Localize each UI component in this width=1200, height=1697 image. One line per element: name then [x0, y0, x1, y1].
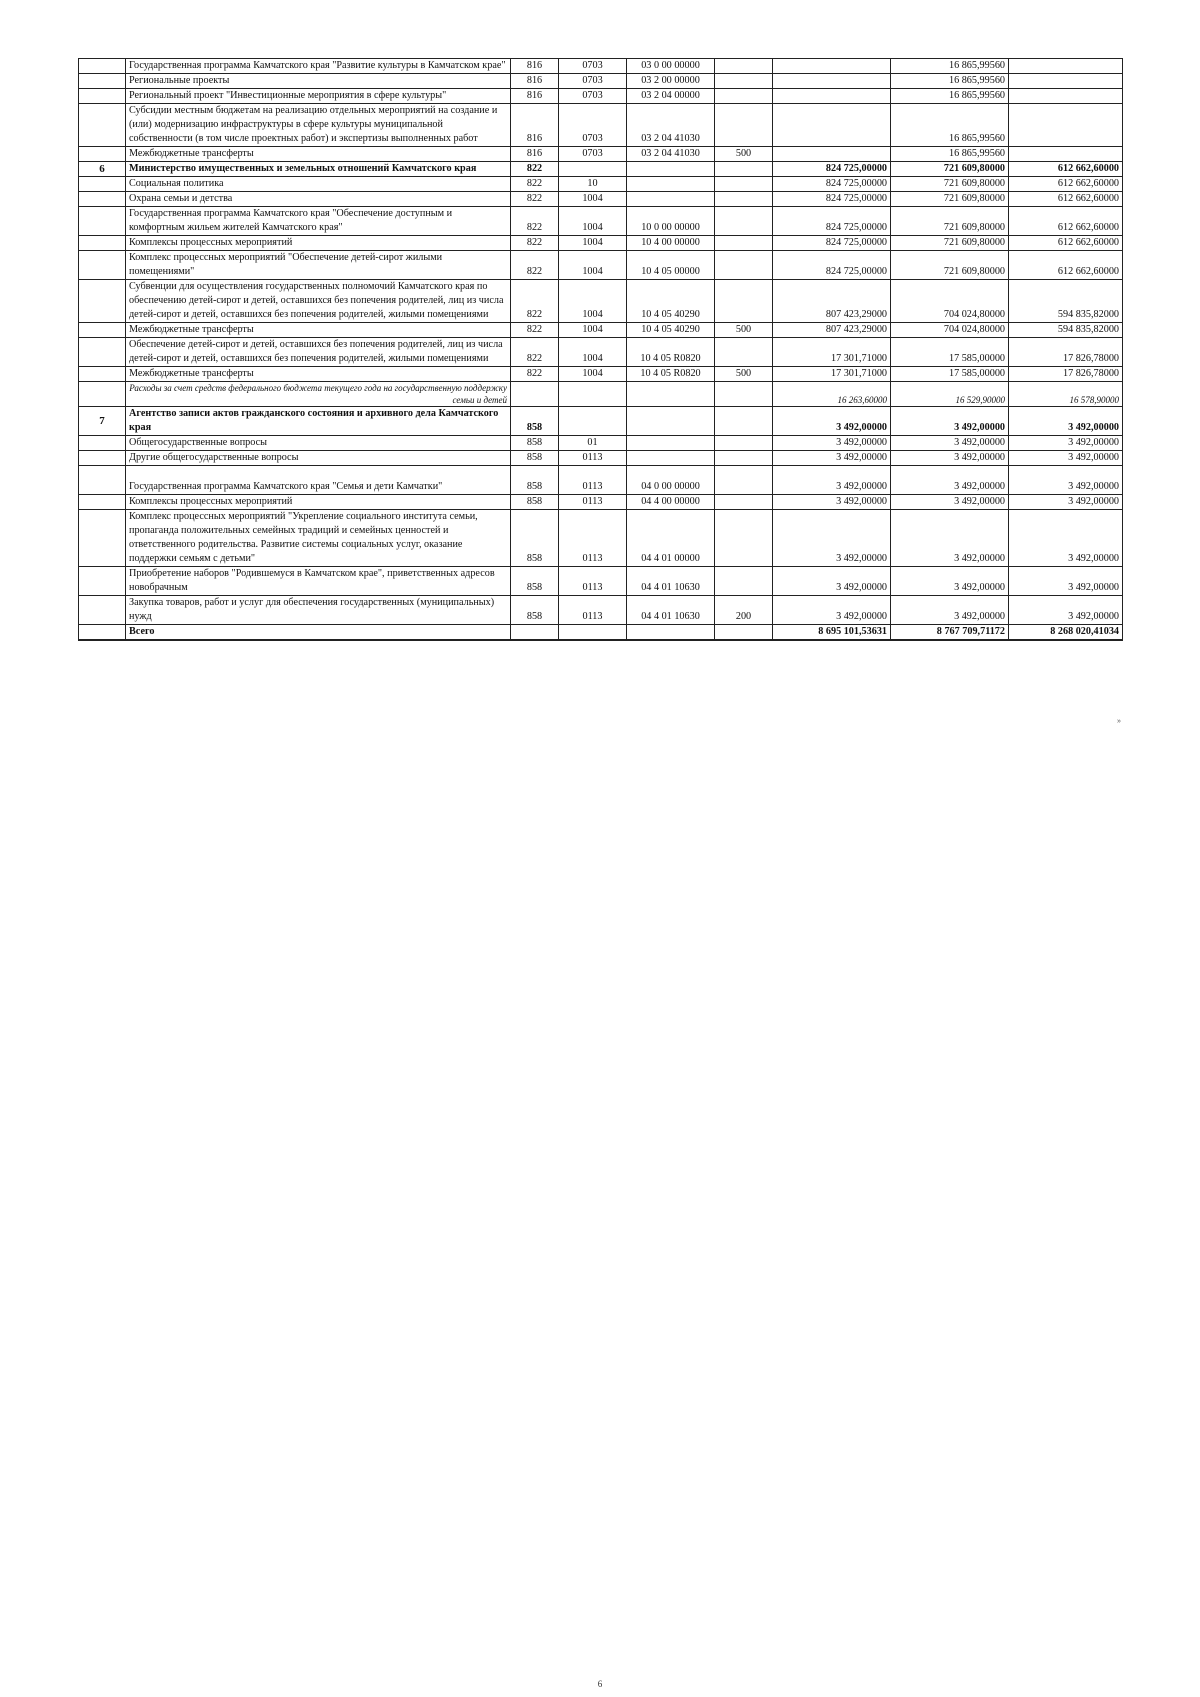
row-amount-year3-cell: 8 268 020,41034 — [1009, 625, 1123, 641]
row-amount-year1-cell: 3 492,00000 — [773, 567, 891, 596]
row-name-cell: Субвенции для осуществления государственных полномочий Камчатского края по обеспечению детей-сирот и детей, оставшихся без попечения родителей, лиц из числа детей-сирот и детей, оставшихся без попечения родителей, жилыми помещениями — [126, 280, 511, 323]
row-target-article-cell: 04 4 01 10630 — [627, 567, 715, 596]
row-expense-type-cell — [715, 280, 773, 323]
row-ministry-code-cell: 822 — [511, 338, 559, 367]
row-target-article-cell: 10 4 05 R0820 — [627, 367, 715, 382]
row-expense-type-cell — [715, 207, 773, 236]
row-amount-year3-cell: 3 492,00000 — [1009, 407, 1123, 436]
row-name-cell: Социальная политика — [126, 177, 511, 192]
row-name-cell: Охрана семьи и детства — [126, 192, 511, 207]
row-expense-type-cell — [715, 436, 773, 451]
row-amount-year1-cell: 3 492,00000 — [773, 407, 891, 436]
row-amount-year2-cell: 3 492,00000 — [891, 466, 1009, 495]
row-target-article-cell: 10 0 00 00000 — [627, 207, 715, 236]
row-target-article-cell: 10 4 05 40290 — [627, 280, 715, 323]
row-expense-type-cell — [715, 567, 773, 596]
row-amount-year1-cell: 824 725,00000 — [773, 251, 891, 280]
row-amount-year1-cell: 3 492,00000 — [773, 466, 891, 495]
row-amount-year3-cell — [1009, 74, 1123, 89]
row-amount-year1-cell — [773, 89, 891, 104]
row-section-code-cell: 0113 — [559, 567, 627, 596]
row-expense-type-cell — [715, 495, 773, 510]
table-row — [79, 59, 1123, 74]
row-name-cell: Расходы за счет средств федерального бюджета текущего года на государственную поддержку семьи и детей — [126, 382, 511, 407]
row-name-cell: Комплексы процессных мероприятий — [126, 495, 511, 510]
row-amount-year1-cell: 3 492,00000 — [773, 451, 891, 466]
row-ministry-code-cell — [511, 382, 559, 407]
row-ministry-code-cell: 816 — [511, 89, 559, 104]
row-ministry-code-cell: 822 — [511, 367, 559, 382]
row-number-cell — [79, 147, 126, 162]
table-row — [79, 207, 1123, 236]
row-number-cell — [79, 466, 126, 495]
row-amount-year2-cell: 704 024,80000 — [891, 280, 1009, 323]
row-target-article-cell: 04 4 01 00000 — [627, 510, 715, 567]
table-row — [79, 177, 1123, 192]
row-name-cell: Общегосударственные вопросы — [126, 436, 511, 451]
row-amount-year3-cell: 612 662,60000 — [1009, 236, 1123, 251]
row-number-cell — [79, 596, 126, 625]
row-amount-year2-cell: 3 492,00000 — [891, 495, 1009, 510]
row-amount-year1-cell: 16 263,60000 — [773, 382, 891, 407]
row-target-article-cell — [627, 451, 715, 466]
row-amount-year3-cell — [1009, 104, 1123, 147]
table-row — [79, 280, 1123, 323]
row-target-article-cell: 10 4 05 40290 — [627, 323, 715, 338]
row-name-cell: Субсидии местным бюджетам на реализацию отдельных мероприятий на создание и (или) модернизацию инфраструктуры в сфере культуры муниципальной собственности (в том числе проектных работ) и экспертизы выполненных работ — [126, 104, 511, 147]
row-number-cell — [79, 74, 126, 89]
table-row — [79, 104, 1123, 147]
row-target-article-cell — [627, 382, 715, 407]
row-ministry-code-cell: 822 — [511, 280, 559, 323]
row-target-article-cell: 03 2 04 00000 — [627, 89, 715, 104]
row-amount-year1-cell — [773, 74, 891, 89]
row-target-article-cell: 04 4 00 00000 — [627, 495, 715, 510]
row-number-cell — [79, 280, 126, 323]
row-amount-year2-cell: 721 609,80000 — [891, 251, 1009, 280]
row-amount-year2-cell: 721 609,80000 — [891, 162, 1009, 177]
row-section-code-cell — [559, 625, 627, 641]
row-ministry-code-cell: 858 — [511, 567, 559, 596]
row-amount-year3-cell: 594 835,82000 — [1009, 323, 1123, 338]
row-target-article-cell: 10 4 05 R0820 — [627, 338, 715, 367]
row-name-cell: Другие общегосударственные вопросы — [126, 451, 511, 466]
row-amount-year3-cell: 612 662,60000 — [1009, 162, 1123, 177]
row-name-cell: Комплексы процессных мероприятий — [126, 236, 511, 251]
row-section-code-cell: 1004 — [559, 323, 627, 338]
row-name-cell: Государственная программа Камчатского края "Обеспечение доступным и комфортным жильем жителей Камчатского края" — [126, 207, 511, 236]
table-row — [79, 567, 1123, 596]
row-section-code-cell: 0703 — [559, 147, 627, 162]
row-section-code-cell: 10 — [559, 177, 627, 192]
row-section-code-cell: 1004 — [559, 207, 627, 236]
table-body — [79, 59, 1123, 641]
row-expense-type-cell — [715, 236, 773, 251]
row-amount-year2-cell: 721 609,80000 — [891, 207, 1009, 236]
row-section-code-cell: 0113 — [559, 596, 627, 625]
row-amount-year3-cell: 3 492,00000 — [1009, 451, 1123, 466]
row-amount-year2-cell: 16 865,99560 — [891, 74, 1009, 89]
table-row — [79, 367, 1123, 382]
row-name-cell: Межбюджетные трансферты — [126, 147, 511, 162]
row-section-code-cell: 1004 — [559, 192, 627, 207]
row-ministry-code-cell: 858 — [511, 596, 559, 625]
row-target-article-cell: 04 4 01 10630 — [627, 596, 715, 625]
row-amount-year2-cell: 3 492,00000 — [891, 407, 1009, 436]
row-amount-year2-cell: 704 024,80000 — [891, 323, 1009, 338]
row-ministry-code-cell: 822 — [511, 192, 559, 207]
row-expense-type-cell — [715, 338, 773, 367]
row-expense-type-cell — [715, 192, 773, 207]
row-amount-year3-cell — [1009, 59, 1123, 74]
row-ministry-code-cell: 822 — [511, 177, 559, 192]
row-name-cell: Обеспечение детей-сирот и детей, оставшихся без попечения родителей, лиц из числа детей-сирот и детей, оставшихся без попечения родителей, жилыми помещениями — [126, 338, 511, 367]
row-expense-type-cell — [715, 251, 773, 280]
row-amount-year2-cell: 3 492,00000 — [891, 596, 1009, 625]
row-section-code-cell — [559, 407, 627, 436]
table-row — [79, 147, 1123, 162]
row-ministry-code-cell: 816 — [511, 59, 559, 74]
row-ministry-code-cell: 858 — [511, 495, 559, 510]
row-amount-year1-cell — [773, 59, 891, 74]
row-amount-year3-cell: 612 662,60000 — [1009, 177, 1123, 192]
row-ministry-code-cell: 822 — [511, 236, 559, 251]
row-target-article-cell: 03 2 04 41030 — [627, 147, 715, 162]
row-expense-type-cell — [715, 177, 773, 192]
row-amount-year1-cell: 824 725,00000 — [773, 236, 891, 251]
row-amount-year2-cell: 17 585,00000 — [891, 367, 1009, 382]
row-number-cell — [79, 207, 126, 236]
row-number-cell — [79, 192, 126, 207]
row-amount-year3-cell: 3 492,00000 — [1009, 596, 1123, 625]
table-row — [79, 74, 1123, 89]
row-expense-type-cell: 500 — [715, 323, 773, 338]
row-amount-year1-cell: 824 725,00000 — [773, 192, 891, 207]
row-name-cell: Комплекс процессных мероприятий "Укрепление социального института семьи, пропаганда положительных семейных традиций и семейных ценностей и ответственного родительства. Развитие системы социальных услуг, оказание поддержки семьям с детьми" — [126, 510, 511, 567]
row-number-cell — [79, 451, 126, 466]
table-row — [79, 495, 1123, 510]
table-row — [79, 382, 1123, 407]
row-expense-type-cell — [715, 382, 773, 407]
row-target-article-cell: 10 4 00 00000 — [627, 236, 715, 251]
row-number-cell — [79, 59, 126, 74]
row-target-article-cell — [627, 162, 715, 177]
row-expense-type-cell — [715, 89, 773, 104]
row-ministry-code-cell: 858 — [511, 510, 559, 567]
table-row — [79, 323, 1123, 338]
row-section-code-cell: 1004 — [559, 280, 627, 323]
row-name-cell: Региональный проект "Инвестиционные мероприятия в сфере культуры" — [126, 89, 511, 104]
row-name-cell: Агентство записи актов гражданского состояния и архивного дела Камчатского края — [126, 407, 511, 436]
table-row — [79, 436, 1123, 451]
row-section-code-cell: 1004 — [559, 236, 627, 251]
row-amount-year2-cell: 16 865,99560 — [891, 59, 1009, 74]
row-expense-type-cell — [715, 466, 773, 495]
row-amount-year1-cell: 3 492,00000 — [773, 596, 891, 625]
row-amount-year3-cell — [1009, 147, 1123, 162]
table-row — [79, 596, 1123, 625]
row-expense-type-cell: 500 — [715, 147, 773, 162]
row-amount-year1-cell: 824 725,00000 — [773, 207, 891, 236]
row-amount-year2-cell: 16 865,99560 — [891, 147, 1009, 162]
row-name-cell: Государственная программа Камчатского края "Развитие культуры в Камчатском крае" — [126, 59, 511, 74]
row-amount-year3-cell: 17 826,78000 — [1009, 367, 1123, 382]
row-name-cell: Министерство имущественных и земельных отношений Камчатского края — [126, 162, 511, 177]
row-target-article-cell: 03 2 00 00000 — [627, 74, 715, 89]
row-number-cell — [79, 89, 126, 104]
row-section-code-cell — [559, 382, 627, 407]
row-expense-type-cell — [715, 104, 773, 147]
row-amount-year3-cell: 17 826,78000 — [1009, 338, 1123, 367]
row-section-code-cell: 0113 — [559, 495, 627, 510]
row-amount-year3-cell: 612 662,60000 — [1009, 207, 1123, 236]
budget-table — [78, 58, 1123, 641]
row-expense-type-cell — [715, 162, 773, 177]
row-expense-type-cell — [715, 510, 773, 567]
row-number-cell — [79, 625, 126, 641]
row-amount-year2-cell: 3 492,00000 — [891, 510, 1009, 567]
row-name-cell: Приобретение наборов "Родившемуся в Камчатском крае", приветственных адресов новобрачным — [126, 567, 511, 596]
row-section-code-cell: 0703 — [559, 74, 627, 89]
row-amount-year3-cell: 612 662,60000 — [1009, 192, 1123, 207]
row-number-cell — [79, 236, 126, 251]
row-expense-type-cell — [715, 407, 773, 436]
table-row — [79, 162, 1123, 177]
row-amount-year2-cell: 721 609,80000 — [891, 177, 1009, 192]
row-ministry-code-cell: 822 — [511, 251, 559, 280]
row-amount-year1-cell — [773, 147, 891, 162]
row-expense-type-cell — [715, 59, 773, 74]
row-amount-year1-cell: 3 492,00000 — [773, 510, 891, 567]
row-ministry-code-cell: 816 — [511, 104, 559, 147]
row-number-cell — [79, 510, 126, 567]
row-amount-year1-cell: 807 423,29000 — [773, 280, 891, 323]
row-amount-year2-cell: 3 492,00000 — [891, 451, 1009, 466]
row-expense-type-cell — [715, 451, 773, 466]
row-amount-year1-cell: 17 301,71000 — [773, 338, 891, 367]
row-expense-type-cell: 500 — [715, 367, 773, 382]
row-name-cell: Региональные проекты — [126, 74, 511, 89]
row-ministry-code-cell: 858 — [511, 407, 559, 436]
row-amount-year3-cell: 594 835,82000 — [1009, 280, 1123, 323]
row-ministry-code-cell: 822 — [511, 162, 559, 177]
row-section-code-cell: 01 — [559, 436, 627, 451]
row-expense-type-cell: 200 — [715, 596, 773, 625]
row-amount-year3-cell: 3 492,00000 — [1009, 567, 1123, 596]
row-amount-year1-cell — [773, 104, 891, 147]
table-row — [79, 89, 1123, 104]
row-section-code-cell: 0113 — [559, 451, 627, 466]
table-row — [79, 192, 1123, 207]
row-number-cell — [79, 338, 126, 367]
row-number-cell — [79, 567, 126, 596]
row-ministry-code-cell: 822 — [511, 323, 559, 338]
row-amount-year1-cell: 807 423,29000 — [773, 323, 891, 338]
row-ministry-code-cell: 858 — [511, 466, 559, 495]
row-ministry-code-cell: 816 — [511, 147, 559, 162]
row-section-code-cell: 0113 — [559, 466, 627, 495]
row-expense-type-cell — [715, 74, 773, 89]
row-name-cell: Государственная программа Камчатского края "Семья и дети Камчатки" — [126, 466, 511, 495]
table-row — [79, 251, 1123, 280]
row-amount-year2-cell: 16 865,99560 — [891, 104, 1009, 147]
row-target-article-cell: 03 0 00 00000 — [627, 59, 715, 74]
table-row — [79, 451, 1123, 466]
table-row — [79, 625, 1123, 641]
corner-mark: » — [1117, 718, 1121, 725]
table-row — [79, 510, 1123, 567]
row-amount-year3-cell: 16 578,90000 — [1009, 382, 1123, 407]
row-section-code-cell: 1004 — [559, 251, 627, 280]
row-amount-year1-cell: 3 492,00000 — [773, 495, 891, 510]
row-ministry-code-cell: 858 — [511, 451, 559, 466]
row-amount-year2-cell: 721 609,80000 — [891, 192, 1009, 207]
row-number-cell — [79, 323, 126, 338]
row-amount-year3-cell: 3 492,00000 — [1009, 510, 1123, 567]
row-name-cell: Закупка товаров, работ и услуг для обеспечения государственных (муниципальных) нужд — [126, 596, 511, 625]
row-amount-year2-cell: 3 492,00000 — [891, 567, 1009, 596]
table-row — [79, 338, 1123, 367]
row-ministry-code-cell: 858 — [511, 436, 559, 451]
row-number-cell — [79, 382, 126, 407]
row-amount-year2-cell: 17 585,00000 — [891, 338, 1009, 367]
row-number-cell: 6 — [79, 162, 126, 177]
page-number: 6 — [597, 1679, 603, 1689]
row-amount-year1-cell: 824 725,00000 — [773, 177, 891, 192]
row-name-cell: Всего — [126, 625, 511, 641]
row-target-article-cell: 03 2 04 41030 — [627, 104, 715, 147]
table-row — [79, 407, 1123, 436]
row-ministry-code-cell: 822 — [511, 207, 559, 236]
row-amount-year2-cell: 721 609,80000 — [891, 236, 1009, 251]
row-section-code-cell: 1004 — [559, 338, 627, 367]
row-number-cell — [79, 251, 126, 280]
row-target-article-cell — [627, 436, 715, 451]
row-target-article-cell — [627, 625, 715, 641]
row-target-article-cell — [627, 177, 715, 192]
row-amount-year1-cell: 3 492,00000 — [773, 436, 891, 451]
row-amount-year2-cell: 16 865,99560 — [891, 89, 1009, 104]
row-amount-year3-cell: 3 492,00000 — [1009, 495, 1123, 510]
row-amount-year2-cell: 3 492,00000 — [891, 436, 1009, 451]
row-section-code-cell — [559, 162, 627, 177]
row-number-cell — [79, 436, 126, 451]
row-ministry-code-cell — [511, 625, 559, 641]
row-target-article-cell — [627, 407, 715, 436]
row-amount-year1-cell: 17 301,71000 — [773, 367, 891, 382]
table-row — [79, 466, 1123, 495]
row-amount-year1-cell: 8 695 101,53631 — [773, 625, 891, 641]
row-amount-year2-cell: 16 529,90000 — [891, 382, 1009, 407]
table-row — [79, 236, 1123, 251]
row-number-cell — [79, 104, 126, 147]
row-target-article-cell: 10 4 05 00000 — [627, 251, 715, 280]
row-number-cell: 7 — [79, 407, 126, 436]
row-number-cell — [79, 367, 126, 382]
row-amount-year3-cell: 612 662,60000 — [1009, 251, 1123, 280]
row-section-code-cell: 0703 — [559, 59, 627, 74]
row-section-code-cell: 0703 — [559, 89, 627, 104]
row-amount-year1-cell: 824 725,00000 — [773, 162, 891, 177]
row-amount-year3-cell: 3 492,00000 — [1009, 436, 1123, 451]
row-target-article-cell — [627, 192, 715, 207]
row-section-code-cell: 0703 — [559, 104, 627, 147]
row-amount-year2-cell: 8 767 709,71172 — [891, 625, 1009, 641]
row-section-code-cell: 1004 — [559, 367, 627, 382]
row-ministry-code-cell: 816 — [511, 74, 559, 89]
row-expense-type-cell — [715, 625, 773, 641]
row-name-cell: Межбюджетные трансферты — [126, 367, 511, 382]
row-amount-year3-cell: 3 492,00000 — [1009, 466, 1123, 495]
row-amount-year3-cell — [1009, 89, 1123, 104]
row-number-cell — [79, 177, 126, 192]
row-name-cell: Комплекс процессных мероприятий "Обеспечение детей-сирот жилыми помещениями" — [126, 251, 511, 280]
row-number-cell — [79, 495, 126, 510]
row-target-article-cell: 04 0 00 00000 — [627, 466, 715, 495]
row-section-code-cell: 0113 — [559, 510, 627, 567]
row-name-cell: Межбюджетные трансферты — [126, 323, 511, 338]
